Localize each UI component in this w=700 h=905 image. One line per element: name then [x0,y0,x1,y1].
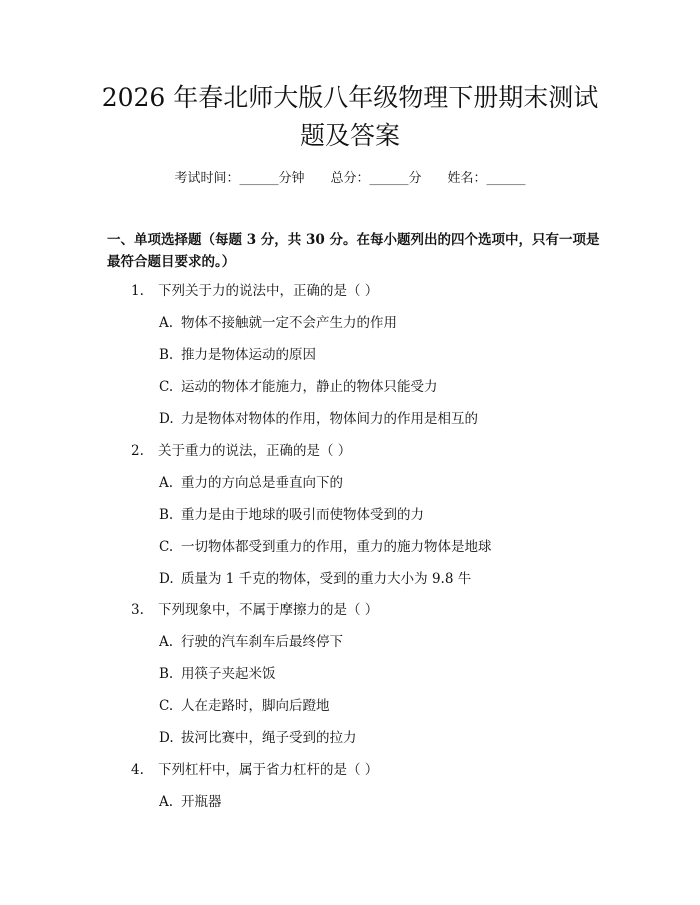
option-label: D. [159,730,174,746]
option-label: C. [159,698,174,714]
option-label: C. [159,379,174,395]
option-label: A. [159,475,174,491]
exam-meta [0,170,700,188]
option-2a [159,473,343,493]
option-text: 重力是由于地球的吸引而使物体受到的力 [181,507,424,523]
option-label: B. [159,347,174,363]
option-text: 开瓶器 [181,794,222,810]
option-text: 推力是物体运动的原因 [181,347,316,363]
option-text: 力是物体对物体的作用，物体间力的作用是相互的 [181,411,478,427]
question-4 [131,760,378,780]
option-text: 质量为 1 千克的物体，受到的重力大小为 9.8 牛 [181,571,472,587]
question-stem: 关于重力的说法，正确的是（ ） [158,443,352,459]
option-label: D. [159,571,174,587]
option-label: C. [159,539,174,555]
question-1 [131,281,378,301]
option-3b [159,664,276,684]
option-text: 拔河比赛中，绳子受到的拉力 [181,730,357,746]
option-text: 行驶的汽车刹车后最终停下 [181,634,343,650]
question-2 [131,441,351,461]
option-1a [159,313,397,333]
option-2c [159,537,492,557]
option-text: 物体不接触就一定不会产生力的作用 [181,315,397,331]
section-heading-line2: 最符合题目要求的。） [107,254,236,270]
total-score-field: 总分：______分 [330,171,422,186]
option-label: A. [159,634,174,650]
question-stem: 下列现象中，不属于摩擦力的是（ ） [158,602,379,618]
exam-time-field: 考试时间：______分钟 [174,171,305,186]
question-number: 2. [131,443,144,459]
question-number: 1. [131,283,144,299]
option-3c [159,696,330,716]
option-text: 人在走路时，脚向后蹬地 [181,698,330,714]
page-title-line1: 2026 年春北师大版八年级物理下册期末测试 [101,83,599,112]
option-4a [159,792,222,812]
option-1d [159,409,478,429]
option-2b [159,505,424,525]
option-label: D. [159,411,174,427]
question-stem: 下列关于力的说法中，正确的是（ ） [158,283,379,299]
question-number: 4. [131,762,144,778]
option-label: A. [159,315,174,331]
option-label: B. [159,666,174,682]
option-text: 运动的物体才能施力，静止的物体只能受力 [181,379,438,395]
section-heading-line1: 一、单项选择题（每题 3 分，共 30 分。在每小题列出的四个选项中，只有一项是 [107,232,600,248]
question-number: 3. [131,602,144,618]
option-3a [159,632,343,652]
option-text: 一切物体都受到重力的作用，重力的施力物体是地球 [181,539,492,555]
option-text: 用筷子夹起米饭 [181,666,276,682]
question-stem: 下列杠杆中，属于省力杠杆的是（ ） [158,762,379,778]
option-1c [159,377,438,397]
option-text: 重力的方向总是垂直向下的 [181,475,343,491]
page-title-line2: 题及答案 [299,121,400,150]
student-name-field: 姓名：______ [447,171,526,186]
option-1b [159,345,316,365]
question-3 [131,600,378,620]
option-3d [159,728,357,748]
option-label: B. [159,507,174,523]
option-label: A. [159,794,174,810]
option-2d [159,569,471,589]
